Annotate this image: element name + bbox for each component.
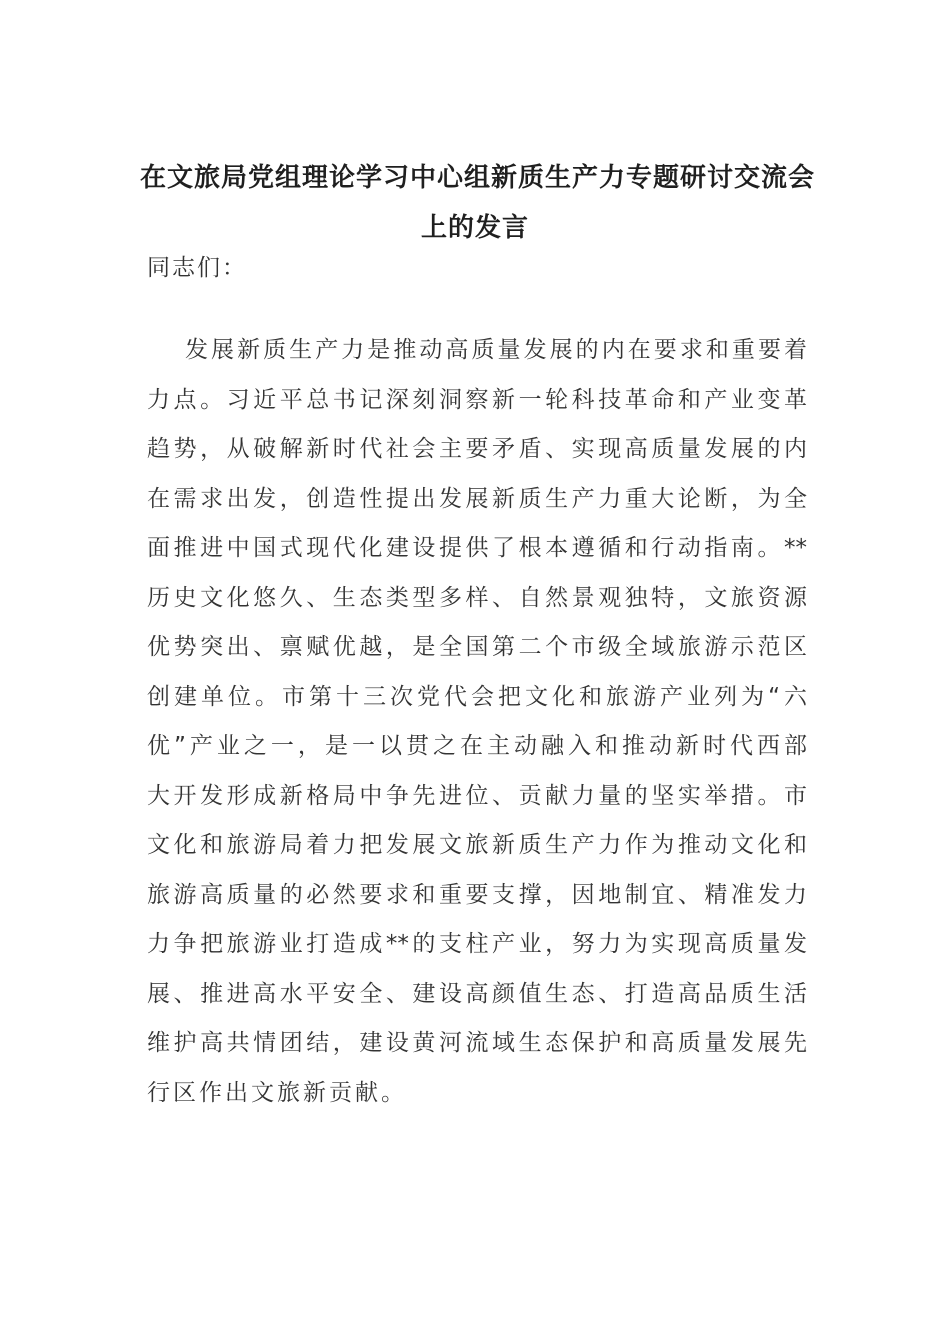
- body-line: 行区作出文旅新贡献。: [147, 1079, 407, 1106]
- body-line: 力争把旅游业打造成**的支柱产业，努力为实现高质量发: [147, 931, 807, 957]
- body-line: 旅游高质量的必然要求和重要支撑，因地制宜、精准发力: [147, 881, 807, 908]
- body-line: 创建单位。市第十三次党代会把文化和旅游产业列为“六: [147, 683, 807, 710]
- body-line: 优势突出、禀赋优越，是全国第二个市级全域旅游示范区: [147, 634, 807, 660]
- body-line: 历史文化悠久、生态类型多样、自然景观独特，文旅资源: [147, 584, 807, 611]
- body-line: 展、推进高水平安全、建设高颜值生态、打造高品质生活: [147, 980, 807, 1007]
- body-line: 维护高共情团结，建设黄河流域生态保护和高质量发展先: [147, 1030, 807, 1056]
- body-paragraph: [147, 331, 807, 1123]
- body-line: 面推进中国式现代化建设提供了根本遵循和行动指南。**: [147, 535, 807, 561]
- document-title-line-2: 上的发言: [420, 213, 529, 243]
- body-line: 发展新质生产力是推动高质量发展的内在要求和重要着: [185, 337, 807, 363]
- body-line: 大开发形成新格局中争先进位、贡献力量的坚实举措。市: [147, 782, 807, 809]
- body-line: 力点。习近平总书记深刻洞察新一轮科技革命和产业变革: [147, 386, 807, 413]
- body-line: 趋势，从破解新时代社会主要矛盾、实现高质量发展的内: [147, 436, 807, 462]
- body-line: 文化和旅游局着力把发展文旅新质生产力作为推动文化和: [147, 832, 807, 858]
- document-title-line-1: 在文旅局党组理论学习中心组新质生产力专题研讨交流会: [140, 163, 816, 193]
- body-line: 在需求出发，创造性提出发展新质生产力重大论断，为全: [147, 485, 807, 512]
- salutation: 同志们：: [147, 255, 247, 281]
- body-line: 优”产业之一，是一以贯之在主动融入和推动新时代西部: [147, 733, 807, 759]
